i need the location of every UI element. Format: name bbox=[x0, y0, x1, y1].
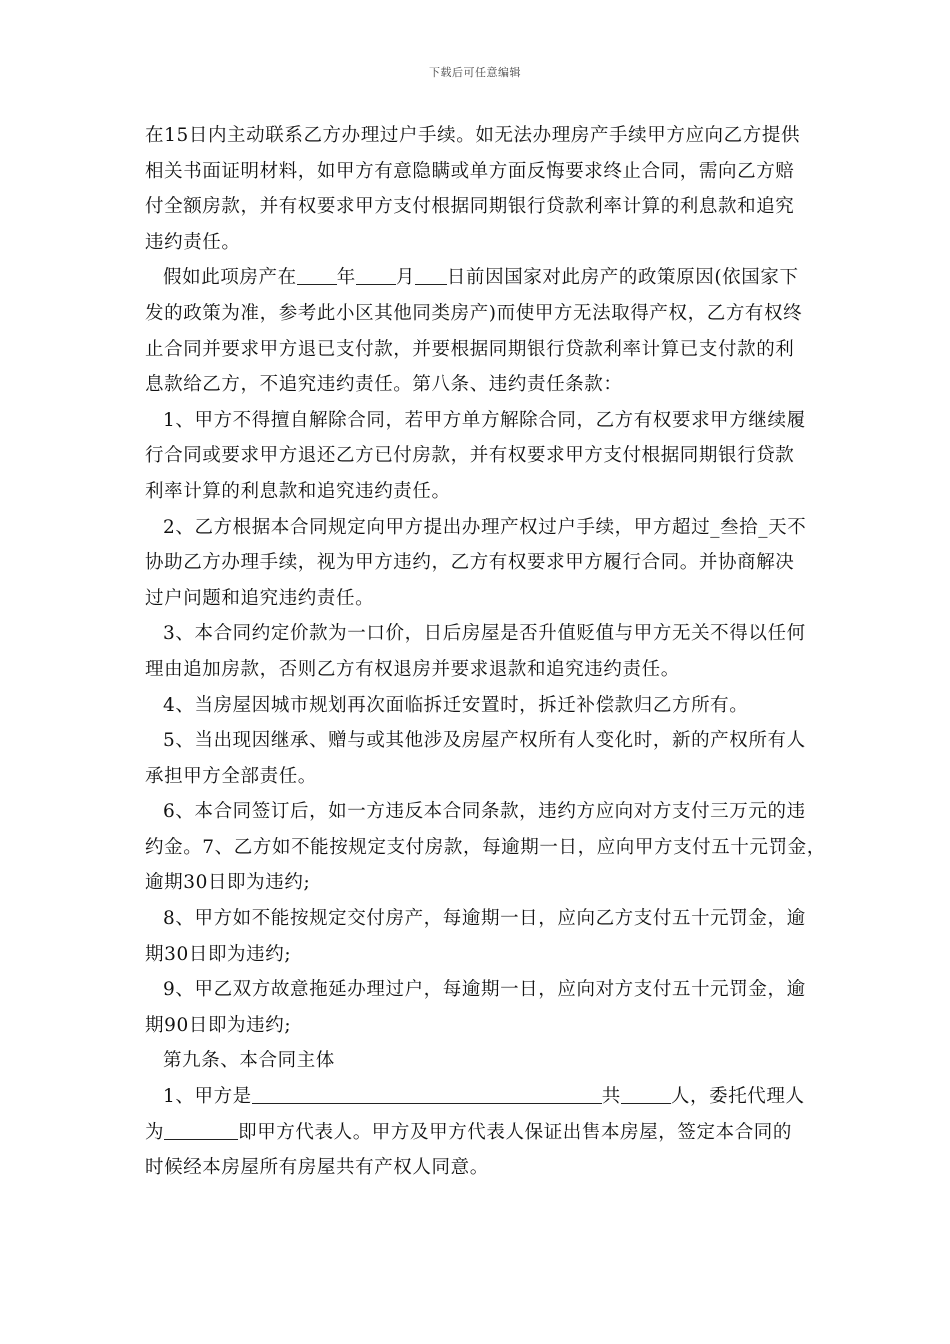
text-line: 止合同并要求甲方退已支付款，并要根据同期银行贷款利率计算已支付款的利 bbox=[145, 338, 795, 360]
text-span: 即甲方代表人。甲方及甲方代表人保证出售本房屋，签定本合同的 bbox=[238, 1121, 793, 1143]
blank-year bbox=[297, 266, 337, 285]
text-line: 息款给乙方，不追究违约责任。第八条、违约责任条款： bbox=[145, 374, 623, 396]
text-span: 为 bbox=[145, 1121, 165, 1143]
text-line: 1、甲方不得擅自解除合同，若甲方单方解除合同，乙方有权要求甲方继续履 bbox=[163, 409, 806, 431]
text-line: 时候经本房屋所有房屋共有产权人同意。 bbox=[145, 1157, 489, 1179]
text-line: 逾期30日即为违约; bbox=[145, 872, 311, 894]
text-line: 在15日内主动联系乙方办理过户手续。如无法办理房产手续甲方应向乙方提供 bbox=[145, 125, 801, 146]
filled-blank: _叁拾_ bbox=[710, 516, 769, 538]
text-line: 3、本合同约定价款为一口价，日后房屋是否升值贬值与甲方无关不得以任何 bbox=[163, 623, 806, 645]
text-line: 相关书面证明材料，如甲方有意隐瞒或单方面反悔要求终止合同，需向乙方赔 bbox=[145, 160, 795, 182]
blank-agent bbox=[164, 1121, 238, 1140]
text-span: 2、乙方根据本合同规定向甲方提出办理产权过户手续，甲方超过 bbox=[163, 516, 711, 538]
blank-month bbox=[356, 266, 396, 285]
text-span: 1、甲方是 bbox=[163, 1086, 252, 1108]
text-span: 年 bbox=[336, 267, 356, 289]
text-span: 共 bbox=[601, 1086, 621, 1108]
text-line: 期30日即为违约; bbox=[145, 943, 292, 965]
text-span: 假如此项房产在 bbox=[163, 267, 297, 289]
text-line: 约金。7、乙方如不能按规定支付房款，每逾期一日，应向甲方支付五十元罚金， bbox=[145, 836, 826, 858]
text-span: 天不 bbox=[768, 516, 807, 538]
blank-day bbox=[415, 266, 447, 285]
text-line: 利率计算的利息款和追究违约责任。 bbox=[145, 480, 451, 502]
text-span: 月 bbox=[395, 267, 415, 289]
text-line: 协助乙方办理手续，视为甲方违约，乙方有权要求甲方履行合同。并协商解决 bbox=[145, 552, 795, 574]
text-line: 9、甲乙双方故意拖延办理过户，每逾期一日，应向对方支付五十元罚金，逾 bbox=[163, 979, 806, 1001]
text-line bbox=[145, 260, 807, 296]
text-span: 日前因国家对此房产的政策原因(依国家下 bbox=[446, 267, 799, 289]
text-line: 期90日即为违约; bbox=[145, 1014, 292, 1036]
text-line bbox=[145, 510, 807, 546]
document-body bbox=[145, 118, 826, 1186]
page-header: 下载后可任意编辑 bbox=[429, 66, 521, 79]
text-span: 人，委托代理人 bbox=[670, 1086, 805, 1108]
text-line: 承担甲方全部责任。 bbox=[145, 765, 317, 787]
blank-count bbox=[621, 1085, 671, 1104]
text-line: 过户问题和追究违约责任。 bbox=[145, 587, 375, 609]
section-heading: 第九条、本合同主体 bbox=[163, 1050, 335, 1072]
text-line: 8、甲方如不能按规定交付房产，每逾期一日，应向乙方支付五十元罚金，逾 bbox=[163, 908, 806, 930]
text-line bbox=[145, 1079, 807, 1115]
text-line: 发的政策为准，参考此小区其他同类房产)而使甲方无法取得产权，乙方有权终 bbox=[145, 302, 803, 324]
text-line: 付全额房款，并有权要求甲方支付根据同期银行贷款利率计算的利息款和追究 bbox=[145, 196, 795, 218]
text-line: 6、本合同签订后，如一方违反本合同条款，违约方应向对方支付三万元的违 bbox=[163, 801, 806, 823]
text-line: 4、当房屋因城市规划再次面临拆迁安置时，拆迁补偿款归乙方所有。 bbox=[163, 694, 749, 716]
text-line: 违约责任。 bbox=[145, 231, 241, 253]
text-line: 行合同或要求甲方退还乙方已付房款，并有权要求甲方支付根据同期银行贷款 bbox=[145, 445, 795, 467]
text-line: 5、当出现因继承、赠与或其他涉及房屋产权所有人变化时，新的产权所有人 bbox=[163, 730, 806, 752]
blank-party-a bbox=[252, 1085, 602, 1104]
text-line: 理由追加房款，否则乙方有权退房并要求退款和追究违约责任。 bbox=[145, 658, 680, 680]
text-line bbox=[145, 1115, 807, 1151]
